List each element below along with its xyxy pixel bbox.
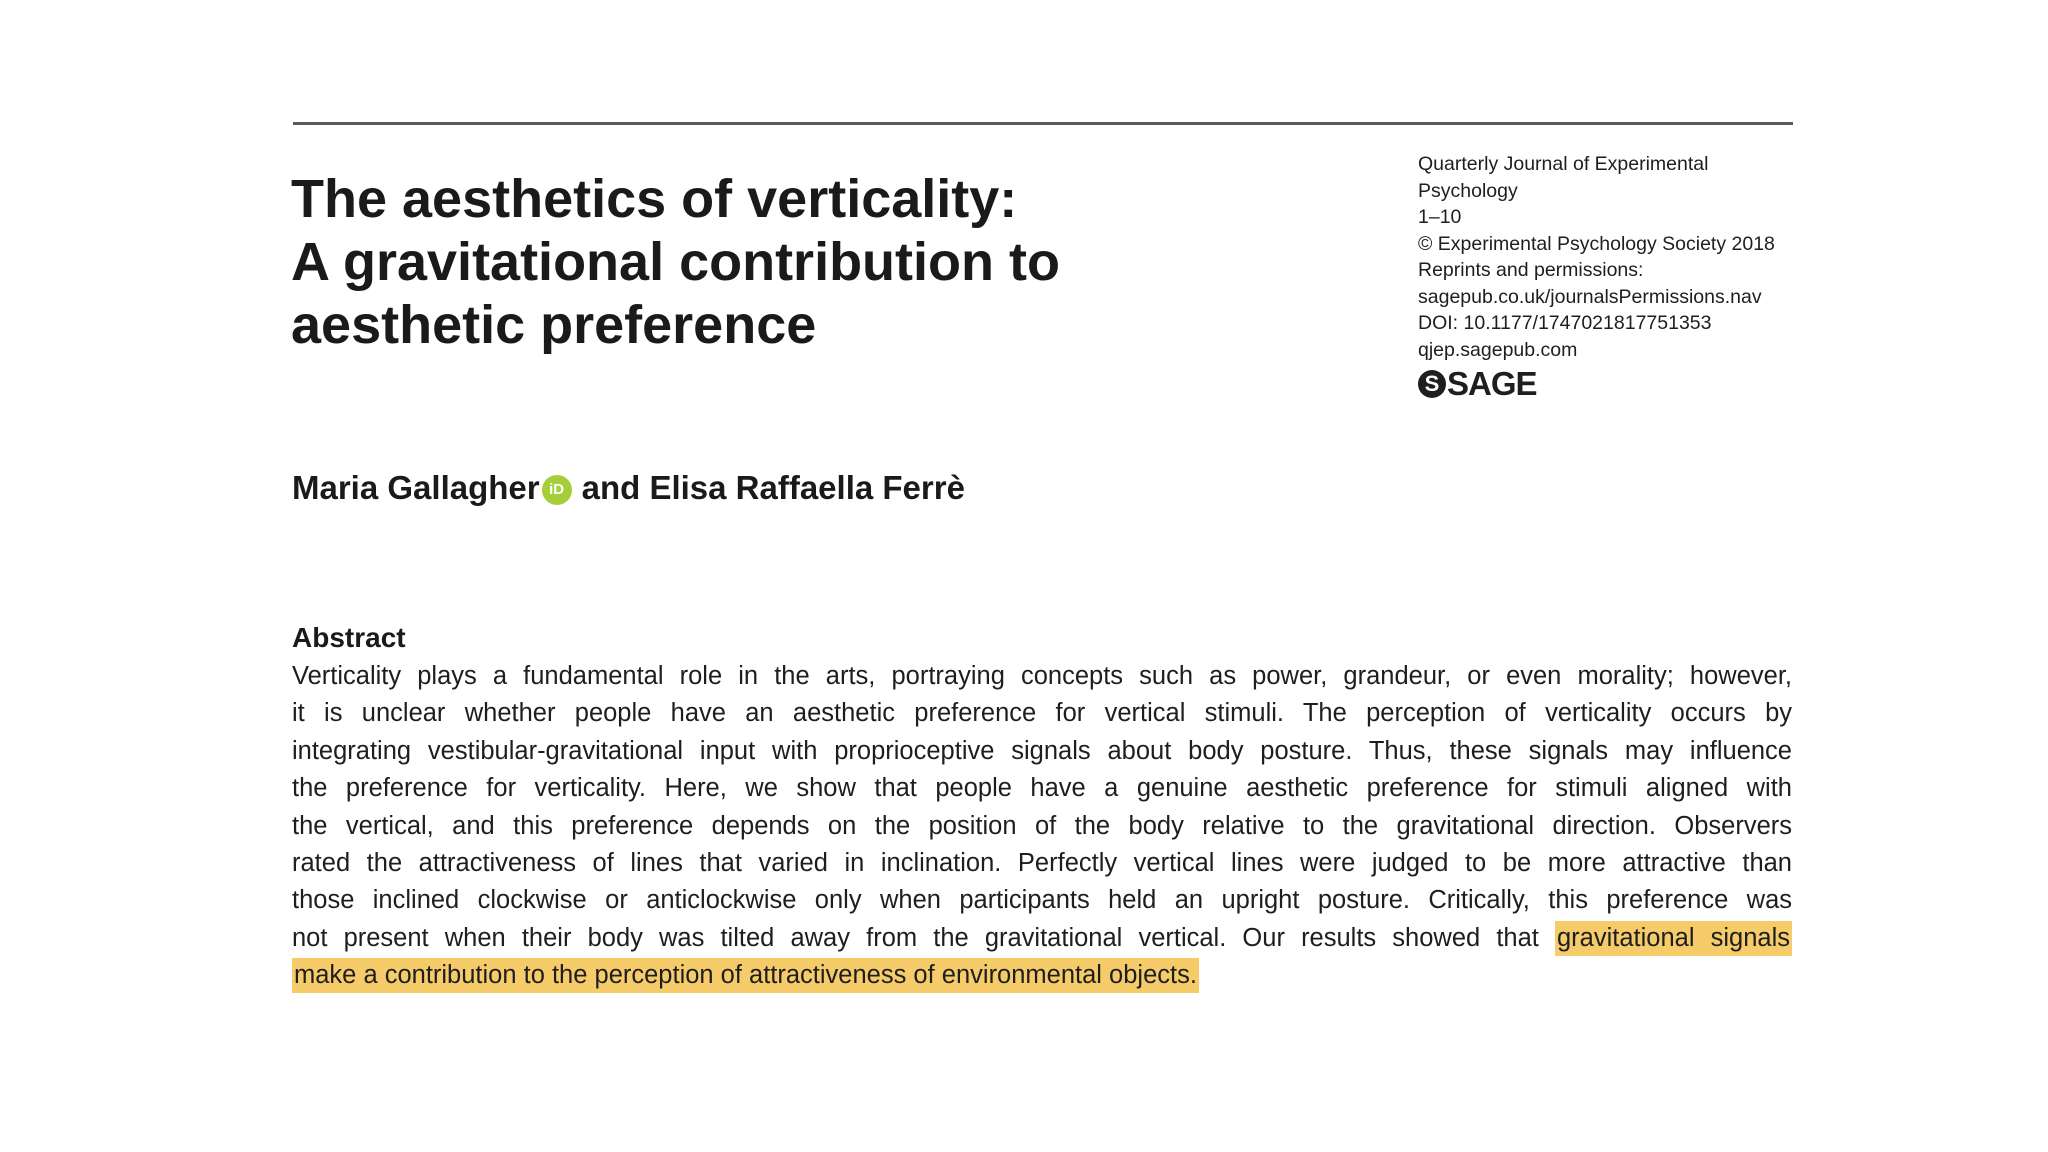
abstract-line: the vertical, and this preference depends on the position of the body relative to the gravitational direction. Observers <box>292 811 1792 840</box>
abstract-line: rated the attractiveness of lines that varied in inclination. Perfectly vertical lines were judged to be more attractive than <box>292 848 1792 877</box>
title-line: The aesthetics of verticality: <box>291 169 1018 229</box>
article-title <box>291 168 1291 357</box>
page-range: 1–10 <box>1418 206 1462 228</box>
reprints-label: Reprints and permissions: <box>1418 259 1644 281</box>
sage-logo-text: SAGE <box>1447 365 1537 402</box>
permissions-link[interactable]: sagepub.co.uk/journalsPermissions.nav <box>1418 285 1762 308</box>
author-name: Maria Gallagher <box>292 469 540 506</box>
journal-info <box>1418 151 1798 363</box>
author-name: and Elisa Raffaella Ferrè <box>581 469 965 506</box>
journal-name-line: Quarterly Journal of Experimental <box>1418 153 1709 175</box>
abstract-body <box>292 658 1792 995</box>
abstract-line: integrating vestibular-gravitational input with proprioceptive signals about body posture. Thus, these signals may influence <box>292 736 1792 765</box>
abstract-line <box>292 957 1792 994</box>
header-rule <box>293 122 1793 125</box>
orcid-icon[interactable]: iD <box>542 475 572 505</box>
doi-line[interactable]: DOI: 10.1177/1747021817751353 <box>1418 312 1712 334</box>
abstract-line: the preference for verticality. Here, we show that people have a genuine aesthetic preference for stimuli aligned with <box>292 774 1792 803</box>
title-line: aesthetic preference <box>291 295 817 355</box>
abstract-heading: Abstract <box>292 622 406 653</box>
abstract-line: Verticality plays a fundamental role in the arts, portraying concepts such as power, grandeur, or even morality; however, <box>292 662 1792 690</box>
highlighted-text: make a contribution to the perception of attractiveness of environmental objects. <box>292 958 1199 993</box>
abstract-text: not present when their body was tilted away from the gravitational vertical. Our results showed that <box>292 923 1555 952</box>
abstract-line <box>292 920 1792 957</box>
highlighted-text: gravitational signals <box>1555 921 1792 956</box>
journal-name-line: Psychology <box>1418 179 1518 202</box>
abstract-line: those inclined clockwise or anticlockwise only when participants held an upright posture. Critically, this preference was <box>292 886 1792 915</box>
author-list <box>292 466 965 510</box>
copyright-line: © Experimental Psychology Society 2018 <box>1418 232 1775 255</box>
abstract-line: it is unclear whether people have an aesthetic preference for vertical stimuli. The perception of verticality occurs by <box>292 699 1792 728</box>
sage-logo-icon: S <box>1418 370 1446 398</box>
title-line: A gravitational contribution to <box>291 232 1060 292</box>
journal-website-link[interactable]: qjep.sagepub.com <box>1418 338 1578 361</box>
sage-logo <box>1418 364 1537 404</box>
